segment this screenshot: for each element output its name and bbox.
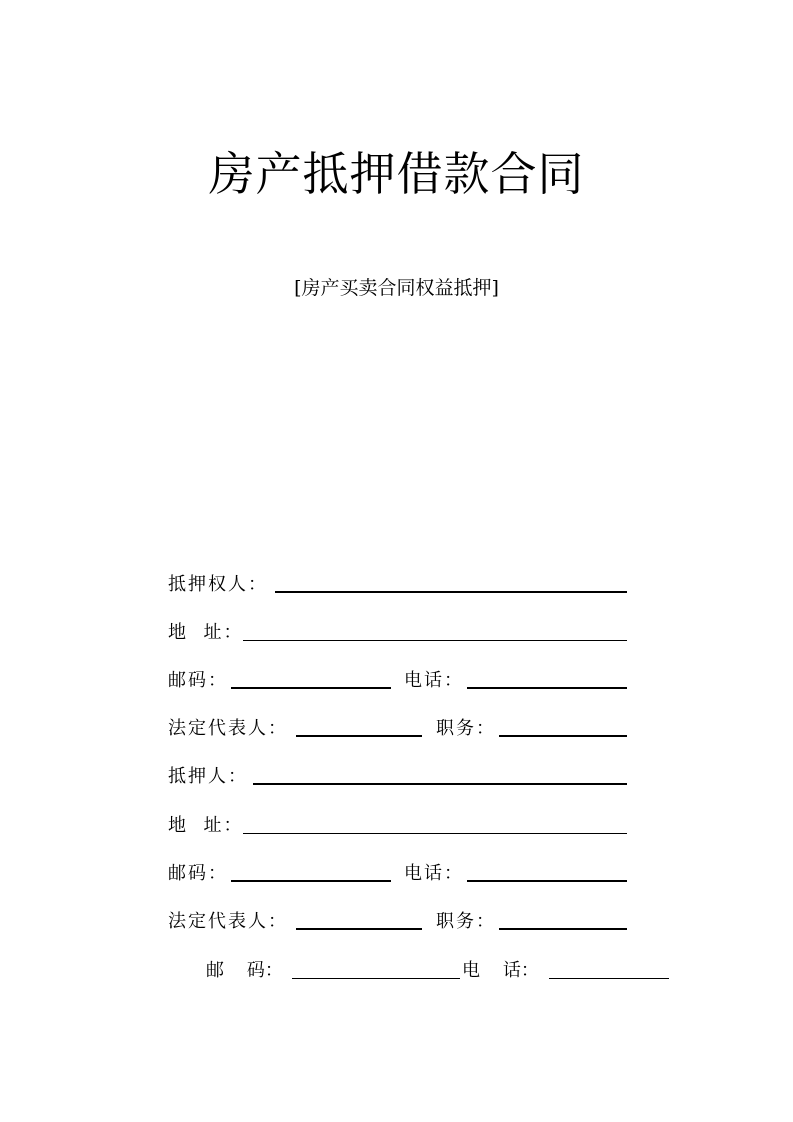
extra-phone-label: 电 话： — [462, 960, 539, 981]
mortgagee-postcode-label: 邮码： — [168, 670, 228, 691]
mortgagee-legal-rep-field[interactable] — [296, 735, 422, 737]
mortgagee-name-label: 抵押权人： — [168, 574, 268, 595]
mortgagor-address-field[interactable] — [243, 833, 627, 834]
mortgagor-phone-field[interactable] — [467, 880, 627, 882]
mortgagor-name-label: 抵押人： — [168, 766, 248, 787]
extra-postcode-field[interactable] — [292, 978, 460, 979]
mortgagor-address-label: 地 址： — [168, 815, 244, 836]
mortgagor-position-field[interactable] — [499, 928, 627, 930]
mortgagee-address-field[interactable] — [243, 640, 627, 641]
mortgagor-phone-label: 电话： — [404, 863, 464, 884]
document-subtitle: [房产买卖合同权益抵押] — [294, 277, 499, 299]
mortgagor-postcode-label: 邮码： — [168, 863, 228, 884]
extra-postcode-label: 邮 码： — [206, 960, 283, 981]
mortgagor-legal-rep-label: 法定代表人： — [168, 911, 288, 932]
extra-phone-field[interactable] — [549, 978, 669, 979]
mortgagee-position-label: 职务： — [436, 718, 496, 739]
mortgagee-postcode-field[interactable] — [231, 687, 391, 689]
mortgagee-position-field[interactable] — [499, 735, 627, 737]
mortgagor-name-field[interactable] — [253, 783, 627, 785]
mortgagor-postcode-field[interactable] — [231, 880, 391, 882]
mortgagee-legal-rep-label: 法定代表人： — [168, 718, 288, 739]
mortgagee-address-label: 地 址： — [168, 622, 244, 643]
document-title: 房产抵押借款合同 — [208, 147, 585, 201]
mortgagee-name-field[interactable] — [275, 591, 627, 593]
mortgagor-position-label: 职务： — [436, 911, 496, 932]
mortgagee-phone-label: 电话： — [404, 670, 464, 691]
mortgagor-legal-rep-field[interactable] — [296, 928, 422, 930]
mortgagee-phone-field[interactable] — [467, 687, 627, 689]
